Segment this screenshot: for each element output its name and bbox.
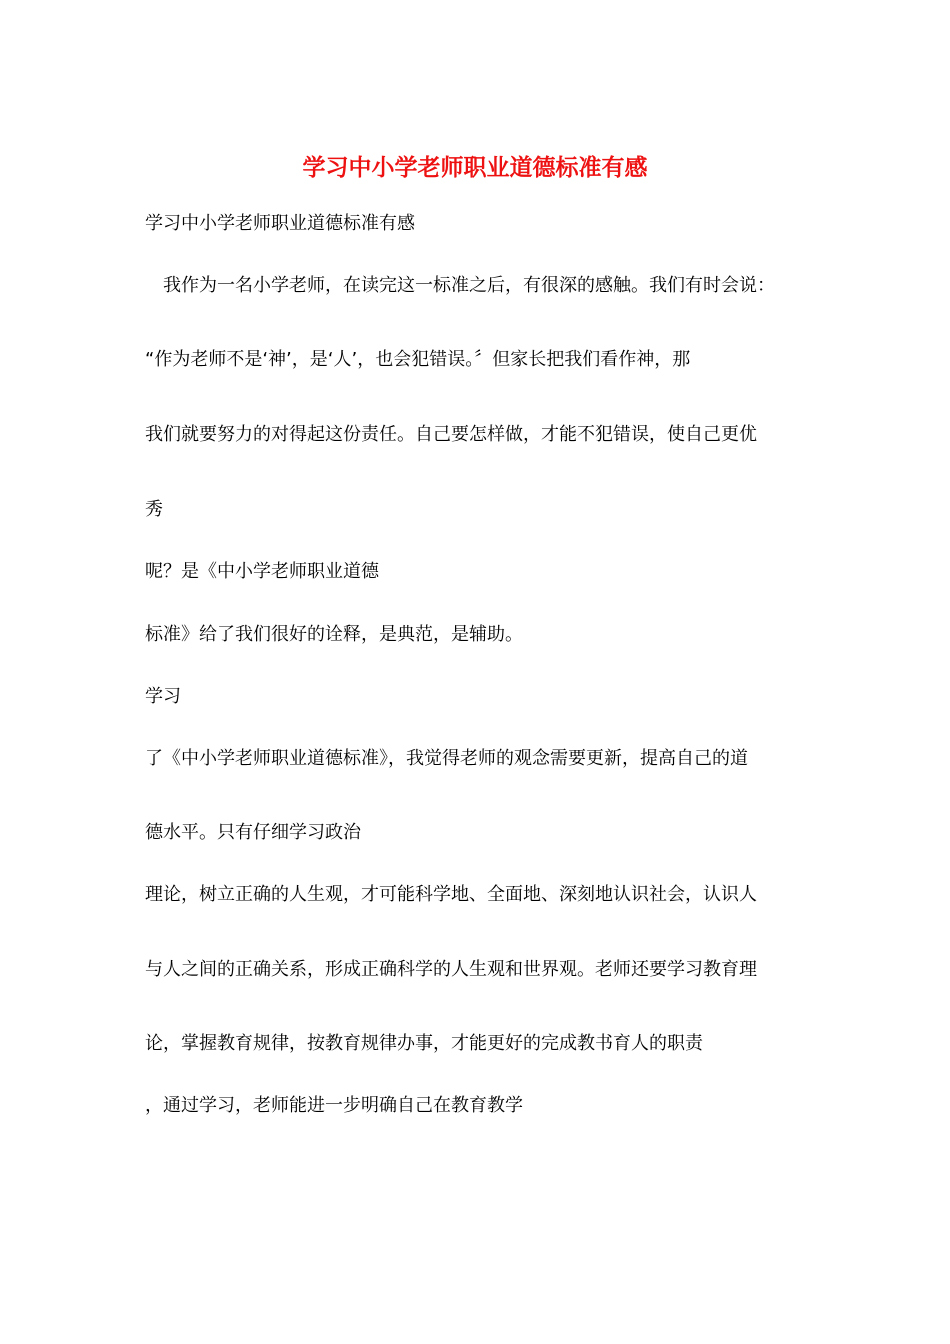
subtitle-line: 学习中小学老师职业道德标准有感 xyxy=(145,213,415,234)
body-line: 了《中小学老师职业道德标准》，我觉得老师的观念需要更新，提高自己的道 xyxy=(145,748,748,769)
body-line: “作为老师不是‘神’，是‘人’，也会犯错误。〞但家长把我们看作神，那 xyxy=(145,349,691,370)
body-line: 我作为一名小学老师，在读完这一标准之后，有很深的感触。我们有时会说： xyxy=(145,275,775,296)
body-line: 学习 xyxy=(145,686,181,707)
document-title: 学习中小学老师职业道德标准有感 xyxy=(302,155,648,181)
body-line: 论，掌握教育规律，按教育规律办事，才能更好的完成教书育人的职责 xyxy=(145,1033,703,1054)
body-line: 理论，树立正确的人生观，才可能科学地、全面地、深刻地认识社会，认识人 xyxy=(145,884,757,905)
body-line: 德水平。只有仔细学习政治 xyxy=(145,822,361,843)
body-line: 标准》给了我们很好的诠释，是典范，是辅助。 xyxy=(145,624,523,645)
body-line: ，通过学习，老师能进一步明确自己在教育教学 xyxy=(145,1095,523,1116)
body-line: 我们就要努力的对得起这份责任。自己要怎样做，才能不犯错误，使自己更优 xyxy=(145,424,757,445)
body-line: 呢？是《中小学老师职业道德 xyxy=(145,561,379,582)
body-line: 秀 xyxy=(145,499,163,520)
body-line: 与人之间的正确关系，形成正确科学的人生观和世界观。老师还要学习教育理 xyxy=(145,959,757,980)
